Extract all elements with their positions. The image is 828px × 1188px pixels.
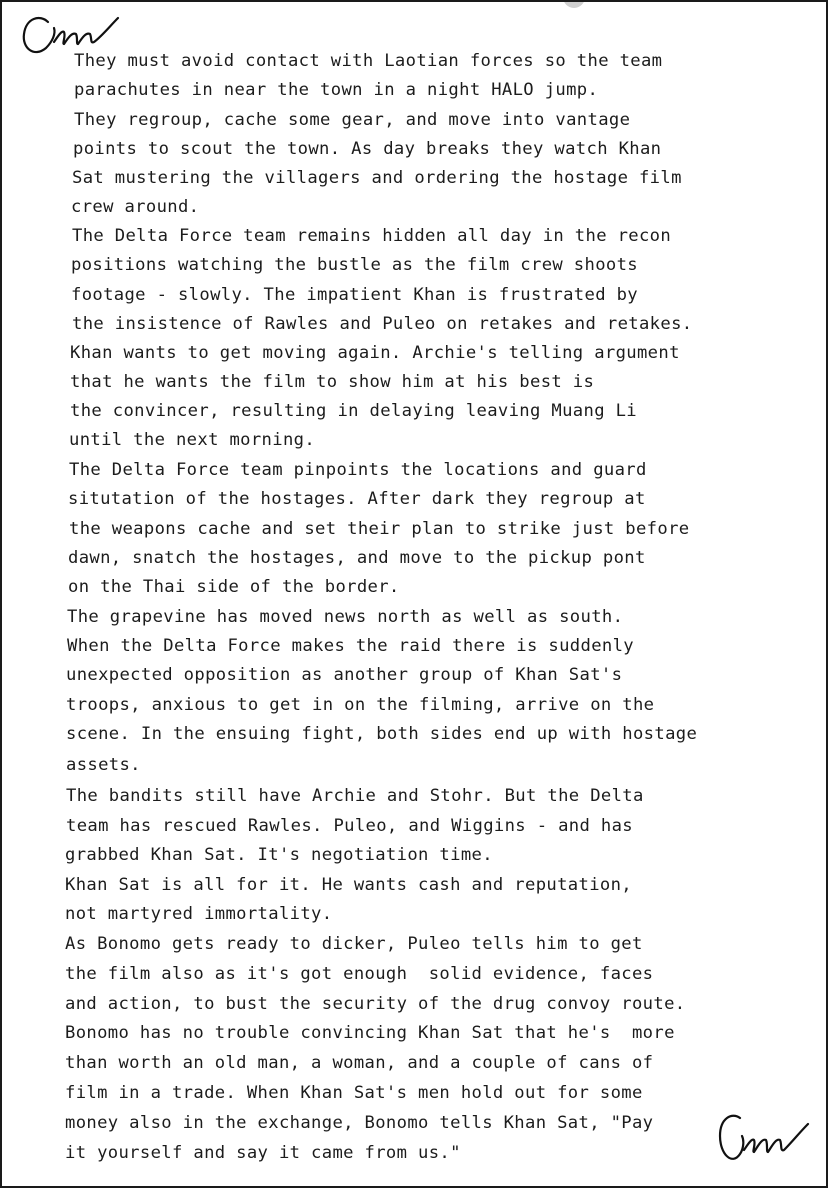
text-line: the weapons cache and set their plan to strike just before bbox=[69, 519, 690, 539]
text-line: scene. In the ensuing fight, both sides end up with hostage bbox=[66, 724, 698, 744]
text-line: Khan Sat is all for it. He wants cash and reputation, bbox=[65, 875, 632, 895]
text-line: crew around. bbox=[71, 197, 200, 217]
text-line: assets. bbox=[66, 755, 141, 775]
text-line: the insistence of Rawles and Puleo on retakes and retakes. bbox=[72, 314, 693, 334]
text-line: until the next morning. bbox=[69, 430, 316, 450]
text-line: points to scout the town. As day breaks they watch Khan bbox=[73, 139, 662, 159]
text-line: When the Delta Force makes the raid there is suddenly bbox=[67, 636, 634, 656]
text-line: grabbed Khan Sat. It's negotiation time. bbox=[65, 845, 493, 865]
text-line: money also in the exchange, Bonomo tells Khan Sat, "Pay bbox=[65, 1113, 654, 1133]
text-line: As Bonomo gets ready to dicker, Puleo tells him to get bbox=[65, 934, 643, 954]
text-line: film in a trade. When Khan Sat's men hold out for some bbox=[65, 1083, 643, 1103]
text-line: that he wants the film to show him at his best is bbox=[70, 372, 595, 392]
text-line: The Delta Force team pinpoints the locations and guard bbox=[69, 460, 647, 480]
text-line: team has rescued Rawles. Puleo, and Wiggins - and has bbox=[66, 816, 633, 836]
text-line: and action, to bust the security of the drug convoy route. bbox=[65, 994, 686, 1014]
text-line: the film also as it's got enough solid evidence, faces bbox=[65, 964, 654, 984]
typed-text-body bbox=[2, 2, 826, 1186]
text-line: They regroup, cache some gear, and move into vantage bbox=[74, 110, 631, 130]
text-line: situtation of the hostages. After dark they regroup at bbox=[68, 489, 646, 509]
text-line: positions watching the bustle as the film crew shoots bbox=[71, 255, 638, 275]
text-line: than worth an old man, a woman, and a couple of cans of bbox=[65, 1053, 654, 1073]
text-line: They must avoid contact with Laotian forces so the team bbox=[74, 51, 663, 71]
text-line: troops, anxious to get in on the filming, arrive on the bbox=[66, 695, 655, 715]
text-line: not martyred immortality. bbox=[65, 904, 333, 924]
text-line: unexpected opposition as another group of Khan Sat's bbox=[66, 665, 623, 685]
text-line: parachutes in near the town in a night HALO jump. bbox=[74, 80, 599, 100]
text-line: Bonomo has no trouble convincing Khan Sat that he's more bbox=[65, 1023, 675, 1043]
text-line: The bandits still have Archie and Stohr. But the Delta bbox=[66, 786, 644, 806]
text-line: on the Thai side of the border. bbox=[68, 577, 400, 597]
text-line: Khan wants to get moving again. Archie's telling argument bbox=[70, 343, 680, 363]
text-line: footage - slowly. The impatient Khan is frustrated by bbox=[71, 285, 638, 305]
text-line: the convincer, resulting in delaying leaving Muang Li bbox=[70, 401, 637, 421]
text-line: it yourself and say it came from us." bbox=[65, 1143, 461, 1163]
text-line: The Delta Force team remains hidden all day in the recon bbox=[72, 226, 672, 246]
text-line: Sat mustering the villagers and ordering the hostage film bbox=[72, 168, 682, 188]
text-line: The grapevine has moved news north as well as south. bbox=[67, 607, 624, 627]
text-line: dawn, snatch the hostages, and move to the pickup pont bbox=[68, 548, 646, 568]
